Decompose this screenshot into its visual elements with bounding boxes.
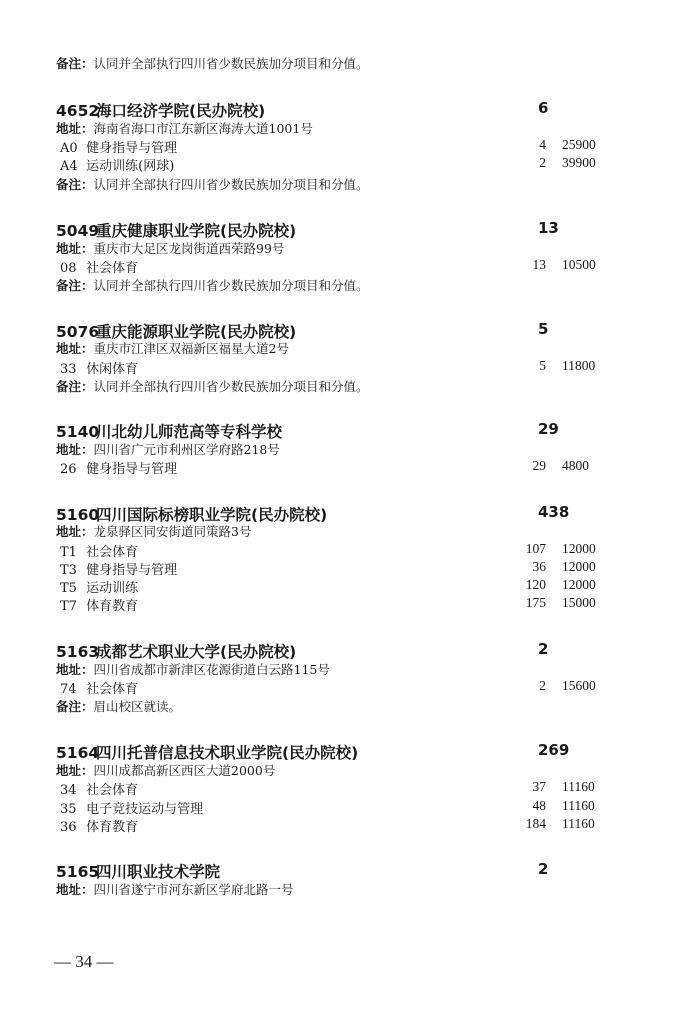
address-label: 地址：: [56, 442, 94, 457]
address-line: [56, 239, 284, 257]
school-code: 5049: [56, 222, 100, 240]
note-label: 备注：: [56, 56, 94, 71]
school-title: [56, 640, 296, 662]
major-code: 34: [60, 783, 77, 798]
major-name: 社会体育: [86, 682, 139, 697]
major-code: T5: [60, 581, 77, 596]
address-text: 重庆市江津区双福新区福星大道2号: [93, 341, 289, 356]
note-text: 眉山校区就读。: [93, 699, 182, 714]
note-label: 备注：: [56, 379, 94, 394]
major-count: 184: [525, 816, 546, 831]
major-fee: 12000: [562, 559, 596, 574]
major-fee: 12000: [562, 577, 596, 592]
school-count: 29: [538, 420, 559, 438]
page-number: — 34 —: [54, 952, 114, 971]
major-count: 29: [532, 458, 546, 473]
address-label: 地址：: [56, 763, 94, 778]
address-text: 四川省成都市新津区花源街道白云路115号: [93, 662, 330, 677]
major-count: 36: [532, 559, 546, 574]
address-text: 龙泉驿区同安街道同策路3号: [93, 524, 252, 539]
major-code: 33: [60, 362, 77, 377]
major-row: [60, 577, 138, 596]
major-row: [60, 458, 177, 477]
note-label: 备注：: [56, 177, 94, 192]
major-name: 体育教育: [86, 599, 139, 614]
major-row: [60, 257, 138, 276]
school-title: [56, 741, 358, 763]
major-code: 26: [60, 462, 77, 477]
address-line: [56, 522, 251, 540]
major-fee: 11160: [562, 816, 595, 831]
major-row: [60, 137, 177, 156]
major-name: 电子竞技运动与管理: [86, 802, 204, 817]
address-text: 四川省遂宁市河东新区学府北路一号: [93, 882, 294, 897]
school-name: 四川托普信息技术职业学院(民办院校): [96, 744, 359, 762]
major-fee: 15000: [562, 595, 596, 610]
address-line: [56, 339, 289, 357]
school-name: 四川职业技术学院: [96, 863, 221, 881]
school-count: 269: [538, 741, 570, 759]
note-line: [56, 276, 369, 294]
major-count: 4: [539, 137, 546, 152]
major-name: 体育教育: [86, 820, 139, 835]
major-code: 74: [60, 682, 77, 697]
school-count: 5: [538, 320, 549, 338]
major-fee: 11160: [562, 798, 595, 813]
school-count: 6: [538, 99, 549, 117]
address-text: 重庆市大足区龙岗街道西荣路99号: [93, 241, 285, 256]
school-count: 438: [538, 503, 570, 521]
address-line: [56, 761, 275, 779]
address-text: 海南省海口市江东新区海涛大道1001号: [93, 121, 313, 136]
school-name: 海口经济学院(民办院校): [96, 102, 266, 120]
major-row: [60, 678, 138, 697]
major-code: 08: [60, 261, 77, 276]
major-name: 健身指导与管理: [86, 563, 178, 578]
major-count: 5: [539, 358, 546, 373]
school-count: 2: [538, 860, 549, 878]
school-name: 重庆健康职业学院(民办院校): [96, 222, 297, 240]
major-count: 13: [532, 257, 546, 272]
major-name: 社会体育: [86, 261, 139, 276]
major-count: 48: [532, 798, 546, 813]
school-title: [56, 420, 282, 442]
school-name: 川北幼儿师范高等专科学校: [96, 423, 283, 441]
major-row: [60, 595, 138, 614]
major-count: 37: [532, 779, 546, 794]
major-count: 107: [525, 541, 546, 556]
major-code: T3: [60, 563, 77, 578]
school-count: 2: [538, 640, 549, 658]
major-name: 社会体育: [86, 783, 139, 798]
note-line: [56, 697, 181, 715]
note-line: [56, 175, 369, 193]
major-fee: 39900: [562, 155, 596, 170]
major-code: T1: [60, 545, 77, 560]
major-count: 120: [525, 577, 546, 592]
major-code: 35: [60, 802, 77, 817]
major-name: 社会体育: [86, 545, 139, 560]
address-line: [56, 119, 313, 137]
major-row: [60, 358, 138, 377]
note-label: 备注：: [56, 699, 94, 714]
major-fee: 15600: [562, 678, 596, 693]
major-row: [60, 779, 138, 798]
major-name: 健身指导与管理: [86, 141, 178, 156]
address-text: 四川省广元市利州区学府路218号: [93, 442, 280, 457]
address-label: 地址：: [56, 524, 94, 539]
major-fee: 25900: [562, 137, 596, 152]
major-name: 休闲体育: [86, 362, 139, 377]
major-row: [60, 798, 203, 817]
note-text: 认同并全部执行四川省少数民族加分项目和分值。: [93, 379, 369, 394]
major-code: A4: [60, 159, 78, 174]
note-line: [56, 54, 369, 72]
address-label: 地址：: [56, 121, 94, 136]
major-fee: 11800: [562, 358, 596, 373]
major-code: A0: [60, 141, 78, 156]
address-label: 地址：: [56, 662, 94, 677]
note-text: 认同并全部执行四川省少数民族加分项目和分值。: [93, 56, 369, 71]
major-code: 36: [60, 820, 77, 835]
school-code: 5165: [56, 863, 100, 881]
address-label: 地址：: [56, 341, 94, 356]
school-code: 5140: [56, 423, 100, 441]
address-text: 四川成都高新区西区大道2000号: [93, 763, 276, 778]
address-label: 地址：: [56, 241, 94, 256]
major-name: 健身指导与管理: [86, 462, 178, 477]
school-code: 5164: [56, 744, 100, 762]
note-text: 认同并全部执行四川省少数民族加分项目和分值。: [93, 278, 369, 293]
major-row: [60, 816, 138, 835]
address-label: 地址：: [56, 882, 94, 897]
major-count: 2: [539, 678, 546, 693]
school-title: [56, 219, 296, 241]
major-fee: 11160: [562, 779, 595, 794]
major-count: 175: [525, 595, 546, 610]
major-code: T7: [60, 599, 77, 614]
school-name: 四川国际标榜职业学院(民办院校): [96, 506, 328, 524]
major-row: [60, 155, 174, 174]
address-line: [56, 880, 294, 898]
major-count: 2: [539, 155, 546, 170]
note-line: [56, 377, 369, 395]
school-code: 5163: [56, 643, 100, 661]
note-text: 认同并全部执行四川省少数民族加分项目和分值。: [93, 177, 369, 192]
school-title: [56, 99, 265, 121]
address-line: [56, 660, 330, 678]
school-title: [56, 860, 220, 882]
school-code: 4652: [56, 102, 100, 120]
major-row: [60, 541, 138, 560]
school-name: 成都艺术职业大学(民办院校): [96, 643, 297, 661]
school-code: 5076: [56, 323, 100, 341]
major-row: [60, 559, 177, 578]
note-label: 备注：: [56, 278, 94, 293]
major-fee: 10500: [562, 257, 596, 272]
address-line: [56, 440, 280, 458]
major-fee: 4800: [562, 458, 589, 473]
major-name: 运动训练: [86, 581, 139, 596]
school-count: 13: [538, 219, 559, 237]
major-fee: 12000: [562, 541, 596, 556]
school-code: 5160: [56, 506, 100, 524]
school-name: 重庆能源职业学院(民办院校): [96, 323, 297, 341]
major-name: 运动训练(网球): [86, 159, 175, 174]
